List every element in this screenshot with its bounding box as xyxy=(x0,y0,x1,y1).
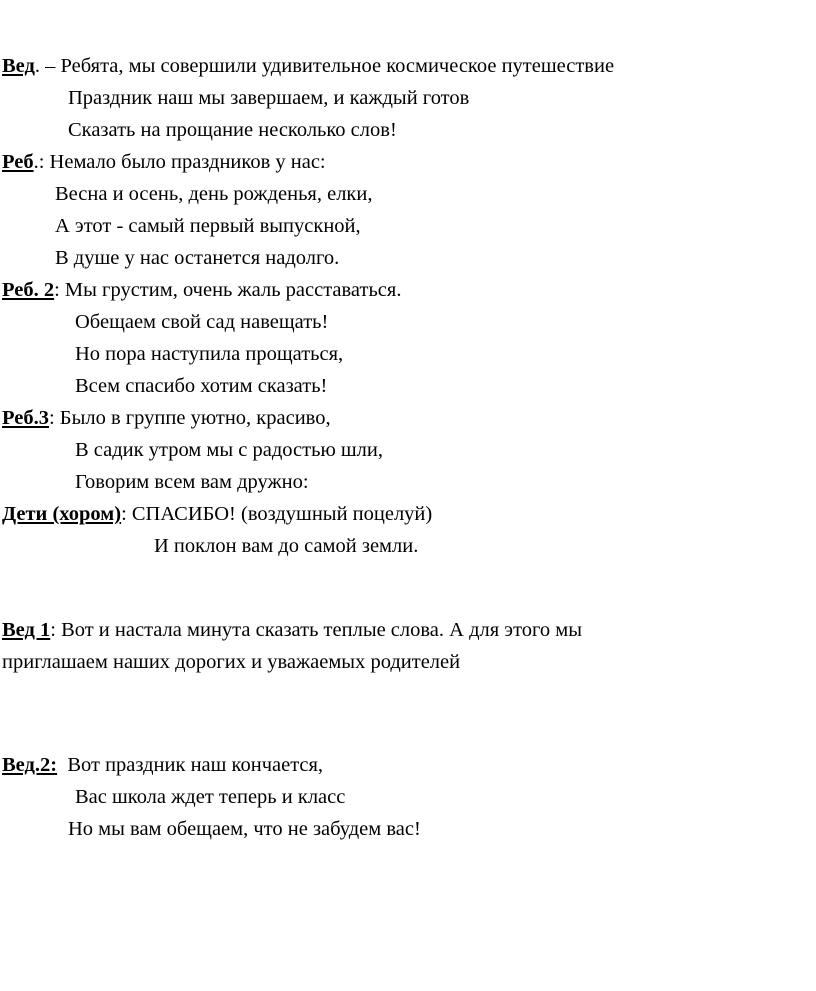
line-ved-1 xyxy=(2,618,582,642)
verse-line: приглашаем наших дорогих и уважаемых родителей xyxy=(2,651,461,673)
speaker-label: Реб xyxy=(2,151,34,173)
line-text: : СПАСИБО! (воздушный поцелуй) xyxy=(121,503,433,525)
line-text: .: Немало было праздников у нас: xyxy=(33,151,326,173)
speaker-label: Вед 1 xyxy=(2,619,51,641)
line-text: Вот праздник наш кончается, xyxy=(57,754,324,776)
verse-line: Сказать на прощание несколько слов! xyxy=(68,119,397,141)
verse-line: Говорим всем вам дружно: xyxy=(75,471,309,493)
verse-line: Вас школа ждет теперь и класс xyxy=(75,786,346,808)
verse-line: А этот - самый первый выпускной, xyxy=(55,215,361,237)
speaker-label: Дети (хором) xyxy=(2,503,122,525)
verse-line: Обещаем свой сад навещать! xyxy=(75,311,329,333)
line-ved-2 xyxy=(2,753,323,777)
line-text: : Вот и настала минута сказать теплые слова. А для этого мы xyxy=(50,619,583,641)
verse-line: В душе у нас останется надолго. xyxy=(55,247,340,269)
verse-line: В садик утром мы с радостью шли, xyxy=(75,439,383,461)
verse-line: Праздник наш мы завершаем, и каждый готов xyxy=(68,87,470,109)
speaker-label: Вед xyxy=(2,55,35,77)
line-ved-intro xyxy=(2,54,614,78)
speaker-label: Реб.3 xyxy=(2,407,49,429)
line-text: : Мы грустим, очень жаль расставаться. xyxy=(54,279,402,301)
line-reb-2 xyxy=(2,278,401,302)
verse-line: Весна и осень, день рожденья, елки, xyxy=(55,183,373,205)
line-children xyxy=(2,502,432,526)
verse-line: Но пора наступила прощаться, xyxy=(75,343,344,365)
speaker-label: Вед.2: xyxy=(2,754,58,776)
verse-line: Всем спасибо хотим сказать! xyxy=(75,375,328,397)
verse-line: И поклон вам до самой земли. xyxy=(154,535,419,557)
line-reb-1 xyxy=(2,150,326,174)
line-text: . – Ребята, мы совершили удивительное космическое путешествие xyxy=(34,55,615,77)
verse-line: Но мы вам обещаем, что не забудем вас! xyxy=(68,818,421,840)
line-reb-3 xyxy=(2,406,331,430)
line-text: : Было в группе уютно, красиво, xyxy=(48,407,331,429)
speaker-label: Реб. 2 xyxy=(2,279,55,301)
